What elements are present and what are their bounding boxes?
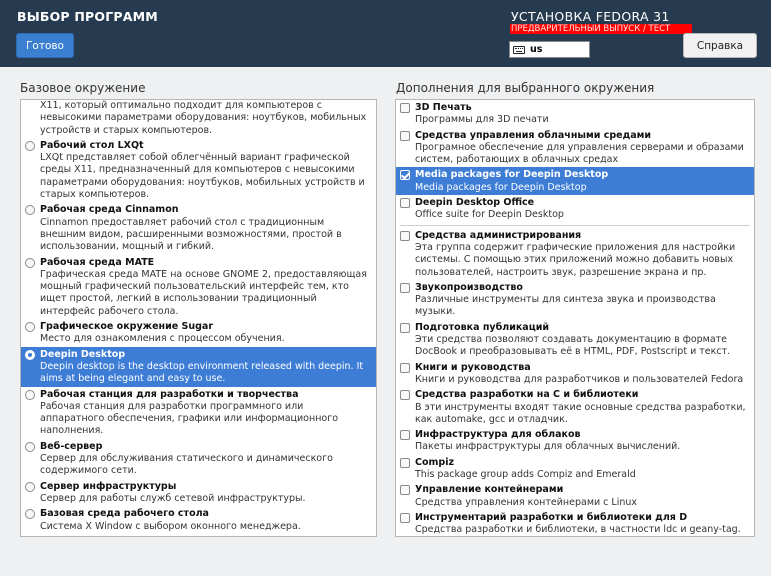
option-title: Deepin Desktop (40, 348, 126, 360)
option-description: Cinnamon предоставляет рабочий стол с традиционным внешним видом, расширенными возможностями, простой в использовании, мощный и гибкий. (40, 216, 342, 253)
base-env-option-deepin[interactable] (21, 347, 376, 387)
option-description: Эти средства позволяют создавать документацию в формате DocBook и преобразовывать её в HTML, PDF, Postscript и текст. (415, 334, 731, 358)
keyboard-layout-indicator[interactable] (509, 41, 590, 58)
option-title: Средства управления облачными средами (415, 129, 652, 141)
option-description: This package group adds Compiz and Emerald (415, 469, 636, 481)
option-description: Различные инструменты для синтеза звука и производства музыки. (415, 294, 716, 318)
checkbox[interactable] (400, 131, 410, 141)
checkbox[interactable] (400, 323, 410, 333)
done-button[interactable]: Готово (16, 33, 74, 58)
base-env-option-infrastructure-server[interactable] (21, 479, 376, 507)
option-title: Средства разработки на C и библиотеки (415, 389, 639, 401)
checkbox[interactable] (400, 283, 410, 293)
option-description: Рабочая станция для разработки программного или аппаратного обеспечения, графики или информационного наполнения. (40, 400, 339, 437)
radio-button[interactable] (25, 205, 35, 215)
option-title: Книги и руководства (415, 361, 531, 373)
option-title: Сервер инфраструктуры (40, 480, 177, 492)
option-description: Программы для 3D печати (415, 114, 549, 126)
addon-option-c-development[interactable] (396, 387, 754, 427)
option-description: Сервер для обслуживания статического и динамического содержимого сети. (40, 453, 333, 477)
addon-option-3d-printing[interactable] (396, 100, 754, 128)
base-env-option-mate[interactable] (21, 255, 376, 319)
option-description: Графическая среда MATE на основе GNOME 2, предоставляющая мощный графический пользовательский интерфейс тем, кто ищет простой, легкий в использовании традиционный интерфейс рабочего стола. (40, 268, 367, 317)
keyboard-layout-label: us (530, 44, 543, 55)
radio-button[interactable] (25, 482, 35, 492)
product-title: УСТАНОВКА FEDORA 31 (511, 9, 670, 24)
option-title: Рабочий стол LXQt (40, 139, 144, 151)
option-description: Средства разработки и библиотеки, в частности ldc и geany-tag. (415, 524, 741, 536)
option-description: Средства управления контейнерами с Linux (415, 496, 638, 508)
checkbox[interactable] (400, 458, 410, 468)
base-env-option-lxqt[interactable] (21, 138, 376, 202)
option-title: Звукопроизводство (415, 281, 523, 293)
checkbox[interactable] (400, 513, 410, 523)
radio-button[interactable] (25, 390, 35, 400)
radio-button[interactable] (25, 442, 35, 452)
option-description: Система X Window с выбором оконного менеджера. (40, 520, 301, 532)
base-environment-title: Базовое окружение (20, 81, 146, 95)
option-description: Програмное обеспечение для управления серверами и образами систем, работающих в облачных средах (415, 141, 744, 166)
option-description: Media packages for Deepin Desktop (415, 181, 587, 193)
option-title: 3D Печать (415, 102, 472, 113)
option-title: Media packages for Deepin Desktop (415, 169, 609, 181)
option-description: X11, который оптимально подходит для компьютеров с невысокими параметрами оборудования: ноутбуков, мобильных устройств и старых компьютеров. (40, 100, 367, 136)
addon-option-d-development[interactable] (396, 510, 754, 537)
base-env-intro-text (21, 99, 376, 138)
base-env-option-cinnamon[interactable] (21, 202, 376, 254)
option-title: Compiz (415, 456, 454, 468)
base-env-option-sugar[interactable] (21, 319, 376, 347)
checkbox[interactable] (400, 485, 410, 495)
base-env-option-workstation[interactable] (21, 387, 376, 439)
checkbox[interactable] (400, 103, 410, 113)
radio-button[interactable] (25, 141, 35, 151)
prerelease-banner: ПРЕДВАРИТЕЛЬНЫЙ ВЫПУСК / ТЕСТ (510, 24, 692, 34)
option-title: Базовая среда рабочего стола (40, 508, 209, 520)
base-env-option-web-server[interactable] (21, 439, 376, 479)
spoke-title: ВЫБОР ПРОГРАММ (17, 9, 158, 24)
option-title: Веб-сервер (40, 440, 103, 452)
help-button[interactable]: Справка (683, 33, 757, 58)
option-description: Пакеты инфраструктуры для облачных вычислений. (415, 441, 681, 453)
checkbox[interactable] (400, 430, 410, 440)
radio-button[interactable] (25, 322, 35, 332)
list-separator (400, 225, 750, 226)
radio-button-selected[interactable] (25, 350, 35, 360)
addon-option-audio[interactable] (396, 280, 754, 320)
addon-option-deepin-media[interactable] (396, 167, 754, 195)
addon-option-deepin-office[interactable] (396, 195, 754, 223)
checkbox-checked[interactable] (400, 170, 410, 180)
option-title: Рабочая среда MATE (40, 256, 155, 268)
addon-option-container-management[interactable] (396, 482, 754, 510)
addon-option-compiz[interactable] (396, 455, 754, 483)
option-description: Office suite for Deepin Desktop (415, 209, 564, 221)
addon-option-cloud-infrastructure[interactable] (396, 427, 754, 455)
checkbox[interactable] (400, 363, 410, 373)
option-title: Рабочая станция для разработки и творчества (40, 388, 299, 400)
checkbox[interactable] (400, 390, 410, 400)
base-env-option-basic-desktop[interactable] (21, 506, 376, 534)
radio-button[interactable] (25, 509, 35, 519)
addon-option-books[interactable] (396, 360, 754, 388)
addon-option-authoring[interactable] (396, 320, 754, 360)
option-title: Инструментарий разработки и библиотеки для D (415, 511, 688, 523)
option-title: Инфраструктура для облаков (415, 429, 581, 441)
option-description: LXQt представляет собой облегчённый вариант графической среды X11, предназначенный для компьютеров с невысокими параметрами оборудования: ноутбуков, мобильных устройств и старых компьютеров. (40, 152, 365, 201)
checkbox[interactable] (400, 198, 410, 208)
option-description: Книги и руководства для разработчиков и пользователей Fedora (415, 373, 744, 385)
option-title: Графическое окружение Sugar (40, 321, 214, 333)
option-title: Рабочая среда Cinnamon (40, 204, 179, 216)
keyboard-icon (513, 46, 525, 54)
option-description: Deepin desktop is the desktop environment released with deepin. It aims at being elegant and easy to use. (40, 360, 364, 385)
addons-list[interactable] (395, 99, 755, 537)
option-description: Сервер для работы служб сетевой инфраструктуры. (40, 492, 306, 504)
option-title: Средства администрирования (415, 229, 582, 241)
option-title: Deepin Desktop Office (415, 197, 535, 209)
option-title: Управление контейнерами (415, 484, 564, 496)
option-description: Место для ознакомления с процессом обучения. (40, 333, 285, 345)
checkbox[interactable] (400, 231, 410, 241)
header-bar (0, 0, 771, 67)
addons-title: Дополнения для выбранного окружения (396, 81, 655, 95)
addon-option-admin-tools[interactable] (396, 228, 754, 280)
radio-button[interactable] (25, 258, 35, 268)
base-environment-list[interactable] (20, 99, 377, 537)
addon-option-cloud-management[interactable] (396, 128, 754, 168)
option-description: В эти инструменты входят такие основные средства разработки, как automake, gcc и отладчик. (415, 401, 746, 425)
option-description: Эта группа содержит графические приложения для настройки системы. С помощью этих приложений можно добавить новых пользователей, настроить звук, разрешение экрана и пр. (415, 241, 736, 278)
option-title: Подготовка публикаций (415, 321, 550, 333)
